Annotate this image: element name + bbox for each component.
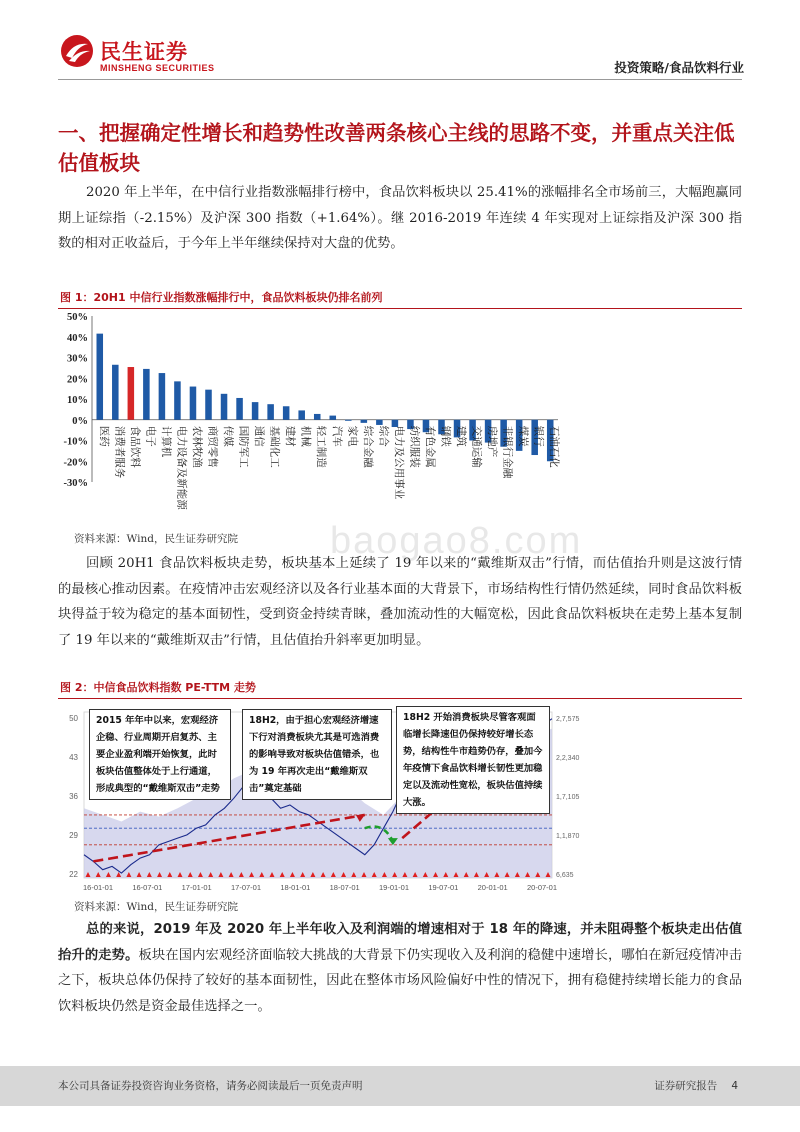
x-axis-label: 20-01-01 [477, 883, 508, 892]
category-label: 综合金融 [361, 425, 374, 468]
y-tick-label: -20% [63, 457, 88, 469]
category-label: 国防军工 [237, 425, 250, 468]
bar [205, 390, 212, 420]
bar [128, 367, 135, 420]
annotation-box-2: 18H2，由于担心宏观经济增速下行对消费板块尤其是可选消费的影响导致对板块估值错杀，也为 19 年再次走出“戴维斯双击”奠定基础 [242, 709, 392, 800]
footer-right [654, 1078, 738, 1093]
x-axis-label: 19-01-01 [378, 883, 410, 892]
category-label: 电子 [144, 425, 157, 447]
bar [143, 369, 150, 420]
x-axis-label: 18-07-01 [329, 883, 360, 892]
figure1-title: 图 1：20H1 中信行业指数涨幅排行中，食品饮料板块仍排名前列 [58, 289, 742, 309]
bar [221, 394, 228, 420]
x-axis-label: 20-07-01 [526, 883, 558, 892]
page-number: 4 [731, 1080, 738, 1092]
page-header [0, 0, 800, 80]
bar [298, 410, 305, 419]
category-label: 综合 [377, 425, 390, 447]
bar [159, 373, 166, 420]
bar [190, 387, 197, 420]
annotation-box-3: 18H2 开始消费板块尽管客观面临增长降速但仍保持较好增长态势，结构性牛市趋势仍存，叠加今年疫情下食品饮料增长韧性更加稳定以及流动性宽松，板块估值持续大涨。 [396, 706, 550, 814]
category-label: 商贸零售 [206, 425, 219, 468]
category-label: 食品饮料 [128, 425, 141, 468]
left-axis-label: 50 [69, 714, 78, 723]
footer-report-type: 证券研究报告 [654, 1080, 718, 1092]
y-tick-label: 20% [67, 374, 88, 386]
category-label: 纺织服装 [408, 425, 421, 468]
bar [345, 420, 352, 421]
left-axis-label: 22 [69, 870, 78, 879]
category-label: 石油石化 [548, 425, 561, 468]
category-label: 交通运输 [470, 425, 483, 468]
category-label: 非银行金融 [501, 425, 514, 479]
y-tick-label: 40% [67, 332, 88, 344]
y-tick-label: 30% [67, 353, 88, 365]
left-axis-label: 36 [69, 792, 78, 801]
category-label: 计算机 [159, 425, 172, 458]
right-axis-label: 1,7,105 [556, 794, 580, 801]
bar [174, 381, 181, 419]
bar [376, 420, 383, 425]
paragraph-review: 回顾 20H1 食品饮料板块走势，板块基本上延续了 19 年以来的“戴维斯双击”行情，而估值抬升则是这波行情的最核心推动因素。在疫情冲击宏观经济以及各行业基本面的大背景下，市场结构性行情仍然延续，同时食品饮料板块得益于较为稳定的基本面韧性，受到资金持续青睐，叠加流动性的大幅宽松，因此食品饮料板块在走势上基本复制了 19 年以来的“戴维斯双击”行情，且估值抬升斜率更加明显。 [58, 556, 742, 648]
paragraph-intro: 2020 年上半年，在中信行业指数涨幅排行榜中，食品饮料板块以 25.41%的涨幅排名全市场前三，大幅跑赢同期上证综指（-2.15%）及沪深 300 指数（+1.64%）。继 2016-2019 年连续 4 年实现对上证综指及沪深 300 指数的相对正收益后，于今年上半年继续保持对大盘的优势。 [58, 185, 742, 251]
bar [314, 414, 321, 420]
y-tick-label: 50% [67, 312, 88, 323]
bar [236, 398, 243, 420]
right-axis-label: 1,1,870 [556, 833, 580, 840]
x-axis-label: 17-07-01 [230, 883, 262, 892]
bar [267, 404, 274, 420]
left-axis-label: 29 [69, 831, 78, 840]
category-label: 有色金属 [423, 425, 436, 468]
category-label: 电力设备及新能源 [175, 425, 188, 510]
left-axis-label: 43 [69, 753, 78, 762]
bar [283, 406, 290, 419]
annotation-box-1: 2015 年年中以来，宏观经济企稳、行业周期开启复苏、主要企业盈利端开始恢复，此时板块估值整体处于上行通道，形成典型的“戴维斯双击”走势 [89, 709, 231, 800]
category-label: 建筑 [455, 425, 468, 447]
summary-body-text: 板块在国内宏观经济面临较大挑战的大背景下仍实现收入及利润的稳健中速增长，哪怕在新冠疫情冲击之下，板块总体仍保持了较好的基本面韧性，因此在整体市场风险偏好中性的情况下，拥有稳健持续增长能力的食品饮料板块仍然是资金最佳选择之一。 [58, 947, 742, 1014]
right-axis-label: 2,2,340 [556, 755, 580, 762]
x-axis-label: 16-07-01 [132, 883, 163, 892]
category-label: 家电 [346, 425, 359, 447]
bar [97, 334, 104, 420]
category-label: 农林牧渔 [190, 425, 203, 468]
category-label: 轻工制造 [315, 425, 328, 468]
category-label: 煤炭 [517, 425, 530, 447]
category-label: 钢铁 [439, 425, 452, 447]
category-label: 建材 [284, 425, 297, 447]
figure1-source: 资料来源：Wind，民生证券研究院 [74, 533, 238, 545]
y-tick-label: -30% [63, 478, 88, 489]
category-label: 银行 [532, 425, 545, 447]
footer-disclaimer: 本公司具备证券投资咨询业务资格，请务必阅读最后一页免责声明 [58, 1080, 363, 1092]
bar [112, 365, 119, 420]
section-title: 一、把握确定性增长和趋势性改善两条核心主线的思路不变，并重点关注低估值板块 [58, 121, 735, 175]
category-label: 消费者服务 [113, 425, 126, 479]
header-divider [58, 79, 742, 80]
watermark: baogao8.com [330, 520, 583, 562]
figure2-title: 图 2：中信食品饮料指数 PE-TTM 走势 [58, 679, 742, 699]
category-label: 机械 [299, 425, 312, 447]
x-axis-label: 17-01-01 [181, 883, 212, 892]
y-tick-label: 0% [72, 415, 88, 427]
paragraph-summary [58, 917, 742, 1019]
bar [361, 420, 368, 423]
bar [252, 402, 259, 420]
category-label: 医药 [97, 425, 110, 447]
category-label: 传媒 [222, 425, 235, 447]
category-label: 电力及公用事业 [392, 425, 405, 500]
logo-text-en: MINSHENG SECURITIES [100, 63, 215, 73]
y-tick-label: -10% [63, 436, 88, 448]
category-label: 汽车 [330, 425, 343, 447]
category-label: 房地产 [486, 425, 499, 458]
summary-bold-text: 总的来说，2019 年及 2020 年上半年收入及利润端的增速相对于 18 年的降速，并未阻碍整个板块走出估值抬升的走势。 [58, 922, 742, 963]
report-category: 投资策略/食品饮料行业 [614, 60, 744, 75]
x-axis-label: 19-07-01 [428, 883, 459, 892]
figure1-bar-chart [58, 310, 748, 532]
logo-text-cn: 民生证券 [100, 40, 188, 64]
bar [330, 416, 337, 420]
right-axis-label: 6,635 [556, 872, 574, 879]
x-axis-label: 18-01-01 [280, 883, 311, 892]
category-label: 基础化工 [268, 425, 281, 468]
minsheng-logo-icon [60, 34, 94, 68]
figure2-source: 资料来源：Wind，民生证券研究院 [74, 901, 238, 913]
x-axis-label: 16-01-01 [82, 883, 114, 892]
category-label: 通信 [253, 425, 266, 447]
right-axis-label: 2,7,575 [556, 716, 580, 723]
y-tick-label: 10% [67, 395, 88, 406]
